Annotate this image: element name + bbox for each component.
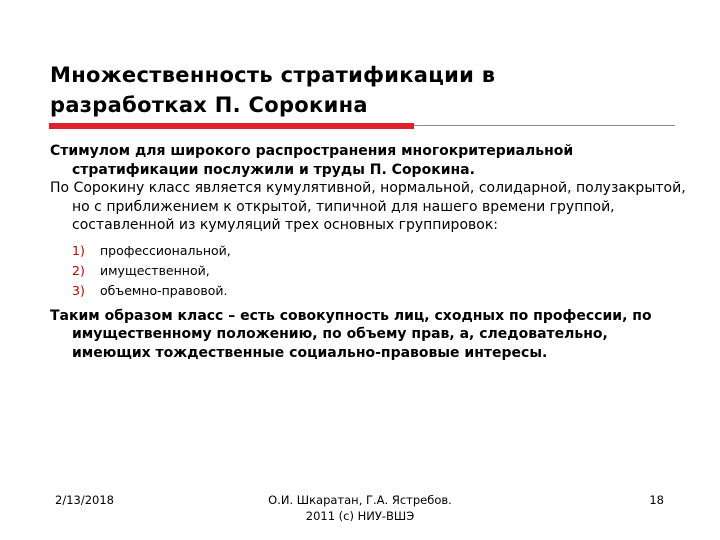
- groupings-list: [72, 241, 690, 301]
- slide-title-line-1: Множественность стратификации в: [50, 63, 496, 87]
- list-item-text: профессиональной,: [100, 242, 231, 258]
- list-item-number: 2): [72, 262, 85, 278]
- list-item: [72, 241, 690, 261]
- list-item-number: 3): [72, 282, 85, 298]
- slide-title-line-2: разработках П. Сорокина: [50, 93, 368, 117]
- title-accent-bar: [49, 123, 414, 129]
- list-item-text: имущественной,: [100, 262, 210, 278]
- slide-title: [50, 60, 650, 120]
- footer-authors-line-1: О.И. Шкаратан, Г.А. Ястребов.: [268, 493, 452, 507]
- footer-authors-line-2: 2011 (c) НИУ-ВШЭ: [305, 509, 415, 523]
- footer-date: 2/13/2018: [55, 493, 114, 507]
- list-item-text: объемно-правовой.: [100, 282, 228, 298]
- paragraph-sorokin-class: По Сорокину класс является кумулятивной, нормальной, солидарной, полузакрытой, но с приближением к открытой, типичной для нашего времени группой, составленной из кумуляций трех основных группировок:: [50, 180, 686, 233]
- slide-body: [50, 142, 690, 362]
- footer-authors: [200, 492, 520, 524]
- list-item: [72, 281, 690, 301]
- list-item-number: 1): [72, 242, 85, 258]
- list-item: [72, 261, 690, 281]
- footer-page-number: 18: [649, 493, 664, 507]
- paragraph-stimulus: Стимулом для широкого распространения многокритериальной стратификации послужили и труды П. Сорокина.: [50, 143, 574, 178]
- paragraph-conclusion: Таким образом класс – есть совокупность лиц, сходных по профессии, по имущественному положению, по объему прав, а, следовательно, имеющих тождественные социально-правовые интересы.: [50, 307, 652, 361]
